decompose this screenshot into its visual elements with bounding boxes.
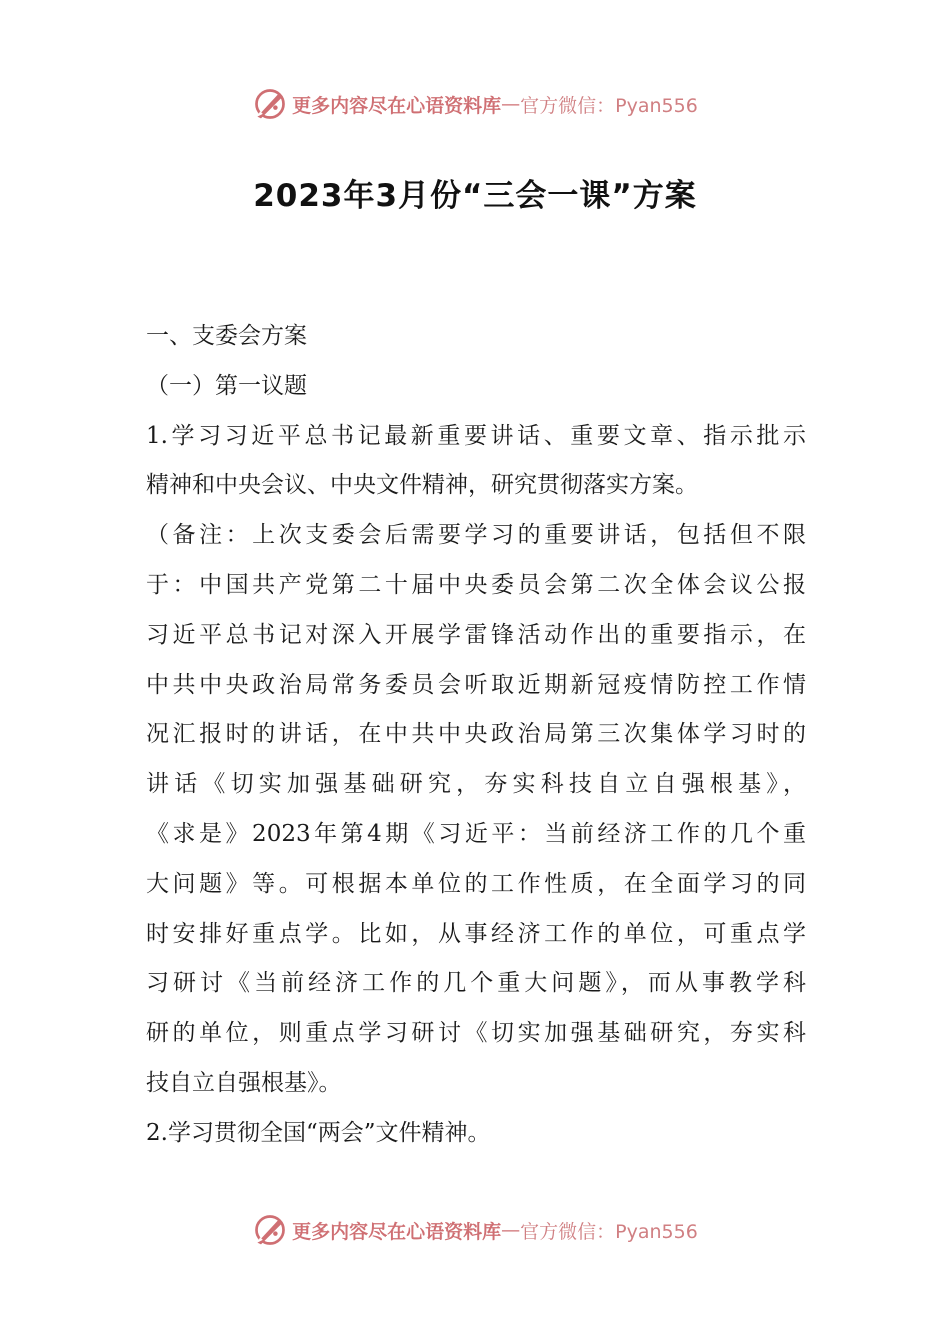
watermark-contact: 官方微信：Pyan556 (520, 94, 698, 117)
note-line: 于：中国共产党第二十届中央委员会第二次全体会议公报 (146, 571, 806, 598)
footer-watermark (0, 1210, 950, 1250)
watermark-contact: 官方微信：Pyan556 (520, 1220, 698, 1243)
document-body (146, 312, 806, 1159)
watermark-dash: — (501, 1219, 521, 1241)
note-line: 研的单位，则重点学习研讨《切实加强基础研究，夯实科 (146, 1020, 806, 1047)
note-line: 习近平总书记对深入开展学雷锋活动作出的重要指示，在 (146, 621, 806, 648)
document-title: 2023年3月份“三会一课”方案 (253, 178, 697, 214)
item1-line: 1.学习习近平总书记最新重要讲话、重要文章、指示批示 (146, 422, 806, 449)
note-line: 大问题》等。可根据本单位的工作性质，在全面学习的同 (146, 870, 806, 897)
note-line: 中共中央政治局常务委员会听取近期新冠疫情防控工作情 (146, 671, 806, 698)
note-line: 讲话《切实加强基础研究，夯实科技自立自强根基》， (146, 771, 806, 798)
item2-line: 2.学习贯彻全国“两会”文件精神。 (146, 1119, 491, 1146)
watermark-dash: — (501, 93, 521, 115)
subsection-heading: （一）第一议题 (146, 372, 307, 399)
pen-quill-logo-icon (252, 86, 288, 122)
note-line: 技自立自强根基》。 (146, 1069, 342, 1096)
note-line: 况汇报时的讲话，在中共中央政治局第三次集体学习时的 (146, 721, 806, 748)
watermark-main-text: 更多内容尽在心语资料库 (292, 1220, 502, 1243)
section-heading: 一、支委会方案 (146, 323, 307, 349)
header-watermark (0, 84, 950, 124)
note-line: （备注：上次支委会后需要学习的重要讲话，包括但不限 (146, 522, 806, 549)
note-line: 习研讨《当前经济工作的几个重大问题》，而从事教学科 (146, 970, 806, 997)
watermark-main-text: 更多内容尽在心语资料库 (292, 94, 502, 117)
item1-line: 精神和中央会议、中央文件精神，研究贯彻落实方案。 (146, 472, 698, 499)
note-line: 《求是》2023年第4期《习近平：当前经济工作的几个重 (146, 820, 806, 847)
note-line: 时安排好重点学。比如，从事经济工作的单位，可重点学 (146, 920, 806, 947)
pen-quill-logo-icon (252, 1212, 288, 1248)
